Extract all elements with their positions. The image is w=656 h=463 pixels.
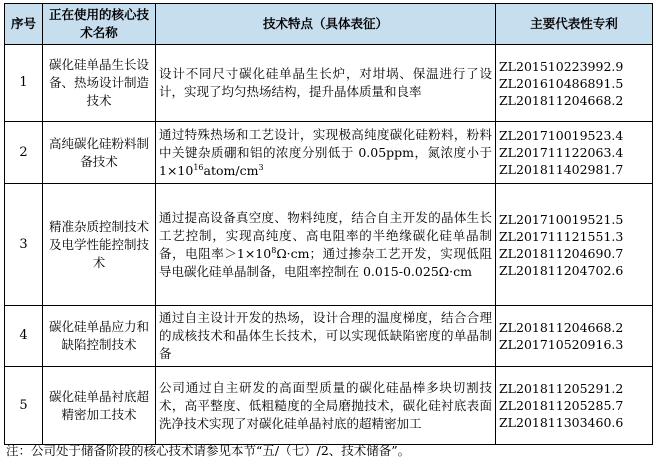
header-features: 技术特点（具体表征） <box>156 4 496 45</box>
header-no: 序号 <box>5 4 43 45</box>
tech-name: 高纯碳化硅粉料制备技术 <box>43 122 156 184</box>
exponent: 3 <box>258 162 264 172</box>
patent-number: ZL201811205291.2 <box>499 381 624 396</box>
patent-number: ZL201711122063.4 <box>499 145 624 160</box>
features-unit: atom/cm <box>203 162 259 178</box>
patent-list <box>496 184 653 306</box>
header-name: 正在使用的核心技术名称 <box>43 4 156 45</box>
patent-number: ZL201710019523.4 <box>499 128 624 143</box>
patent-number: ZL201811205285.7 <box>499 398 624 413</box>
tech-name: 精准杂质控制技术及电学性能控制技术 <box>43 184 156 306</box>
features-text: 通过提高设备真空度、物料纯度，结合自主开发的晶体生长工艺控制，实现高纯度、高电阻率的半绝缘碳化硅单晶制备，电阻率＞1×10 <box>159 209 492 261</box>
table-row <box>5 367 653 445</box>
table-footnote: 注：公司处于储备阶段的核心技术请参见本节“五/（七）/2、技术储备”。 <box>6 443 411 458</box>
table-row <box>5 184 653 306</box>
patent-number: ZL201510223992.9 <box>499 58 624 74</box>
row-no: 3 <box>5 184 43 306</box>
tech-name: 碳化硅单晶衬底超精密加工技术 <box>43 367 156 445</box>
tech-features: 设计不同尺寸碳化硅单晶生长炉，对坩埚、保温进行了设计，实现了均匀热场结构，提升晶体质量和良率 <box>156 45 496 122</box>
row-no: 2 <box>5 122 43 184</box>
patent-number: ZL201811204668.2 <box>499 320 624 335</box>
table-header-row <box>5 4 653 45</box>
patent-list <box>496 306 653 367</box>
table-row <box>5 122 653 184</box>
features-text: 通过特殊热场和工艺设计，实现极高纯度碳化硅粉料，粉料中关键杂质硼和铝的浓度分别低于 0.05ppm，氮浓度小于 1×10 <box>159 126 492 178</box>
patent-list <box>496 367 653 445</box>
patent-number: ZL201811204668.2 <box>499 92 624 108</box>
patent-list <box>496 45 653 122</box>
header-patents: 主要代表性专利 <box>496 4 653 45</box>
tech-features <box>156 184 496 306</box>
patent-number: ZL201710019521.5 <box>499 211 624 227</box>
patent-number: ZL201811402981.7 <box>499 162 624 177</box>
exponent: 8 <box>271 245 277 255</box>
patent-number: ZL201710520916.3 <box>499 337 624 352</box>
patent-number: ZL201610486891.5 <box>499 75 624 91</box>
tech-name: 碳化硅单晶生长设备、热场设计制造技术 <box>43 45 156 122</box>
row-no: 5 <box>5 367 43 445</box>
patent-number: ZL201811303460.6 <box>499 415 624 430</box>
table-row <box>5 306 653 367</box>
table-row <box>5 45 653 122</box>
patent-list <box>496 122 653 184</box>
row-no: 1 <box>5 45 43 122</box>
tech-name: 碳化硅单晶应力和缺陷控制技术 <box>43 306 156 367</box>
tech-features: 公司通过自主研发的高面型质量的碳化硅晶棒多块切割技术，高平整度、低粗糙度的全局磨抛技术，碳化硅衬底表面洗净技术实现了对碳化硅单晶衬底的超精密加工 <box>156 367 496 445</box>
row-no: 4 <box>5 306 43 367</box>
patent-number: ZL201711121551.3 <box>499 228 624 244</box>
patent-number: ZL201811204690.7 <box>499 245 624 261</box>
tech-features: 通过自主设计开发的热场，设计合理的温度梯度，结合合理的成核技术和晶体生长技术，可以实现低缺陷密度的单晶制备 <box>156 306 496 367</box>
exponent: 16 <box>193 162 204 172</box>
patent-number: ZL201811204702.6 <box>499 262 624 278</box>
core-technology-table <box>4 3 653 445</box>
features-text-cont: Ω·cm；通过掺杂工艺开发，实现低阻导电碳化硅单晶制备，电阻率控制在 0.015-0.025Ω·cm <box>159 245 492 279</box>
tech-features <box>156 122 496 184</box>
